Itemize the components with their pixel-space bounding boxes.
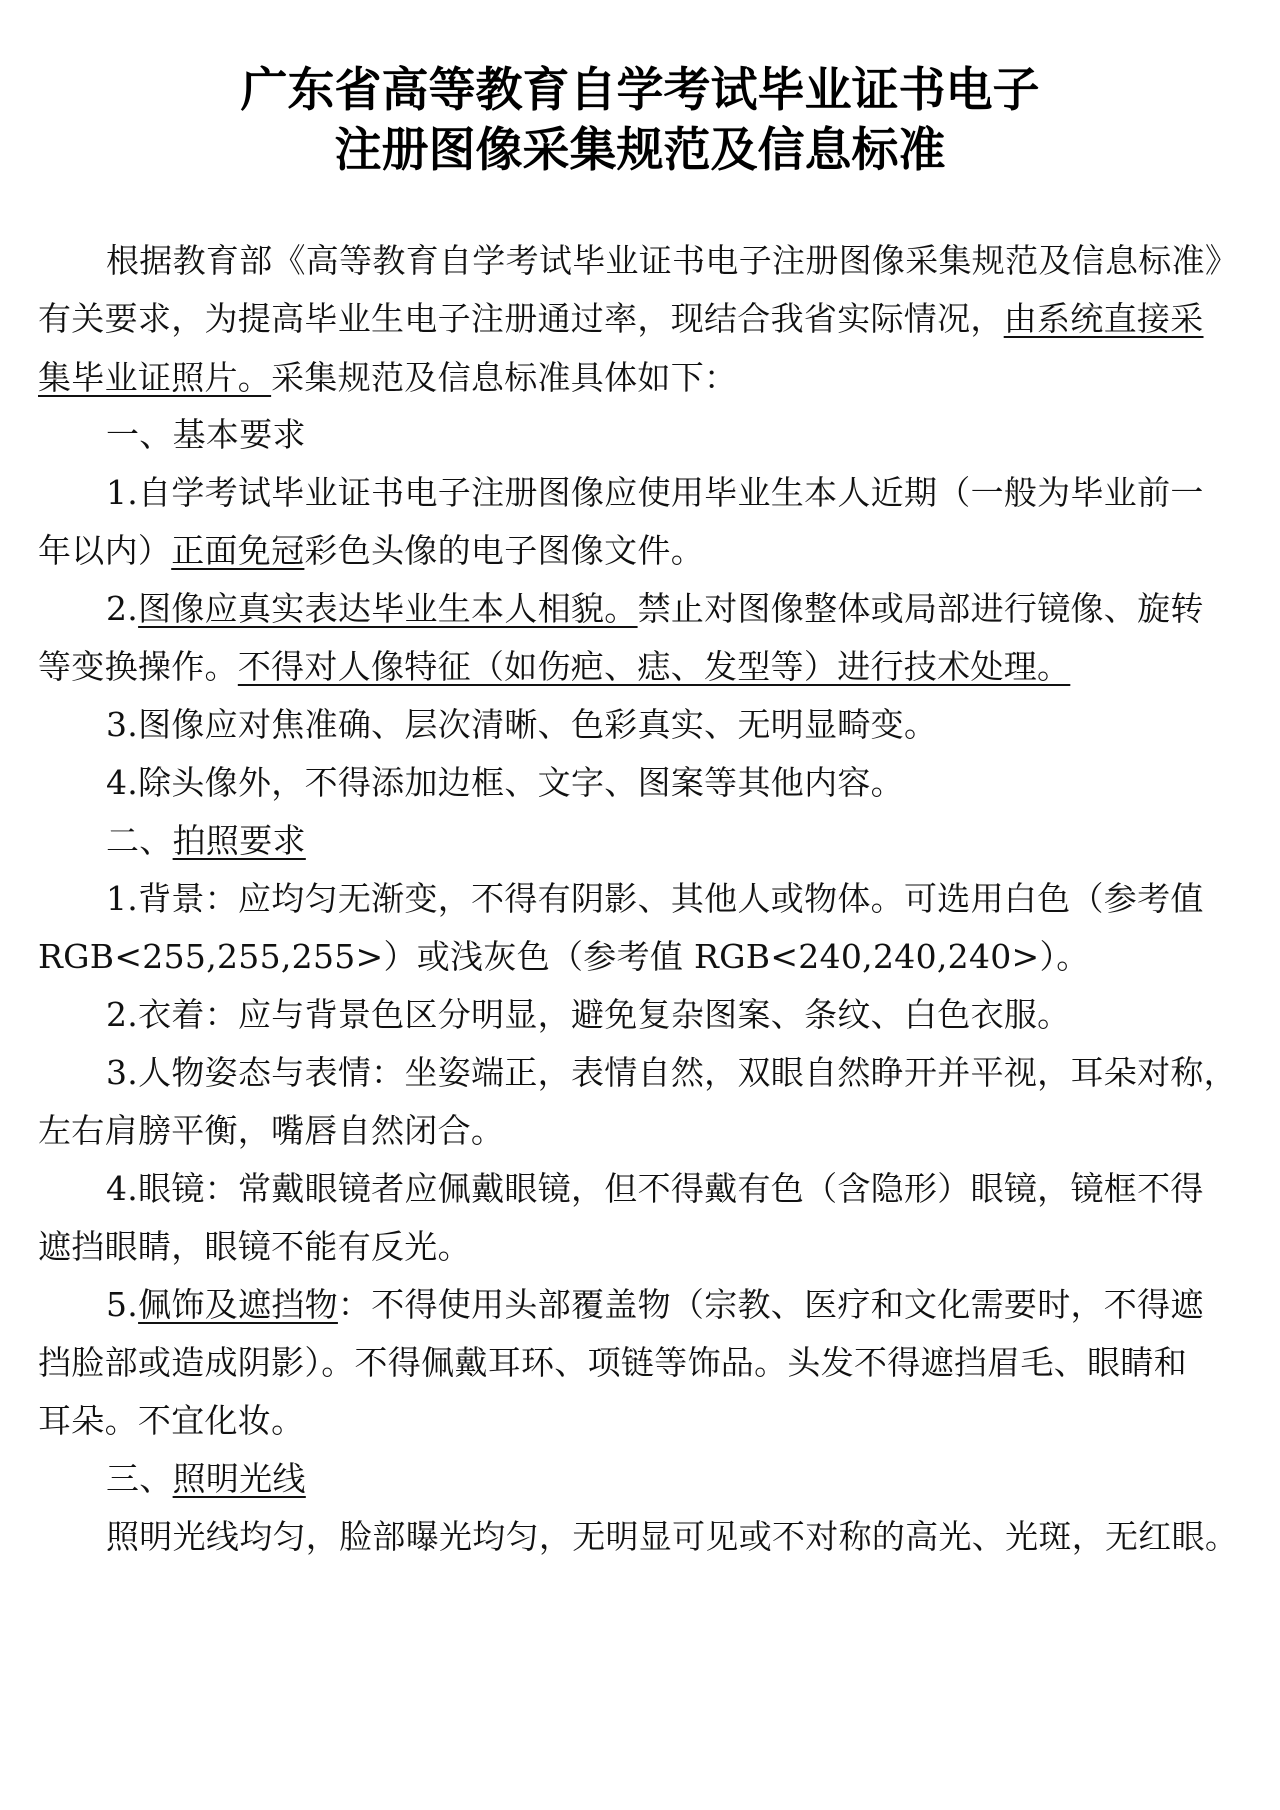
section-1-item-4: 4.除头像外，不得添加边框、文字、图案等其他内容。	[106, 763, 904, 802]
section-1-item-2-line-1	[106, 586, 1248, 632]
item-text: 年以内）	[38, 531, 172, 570]
intro-line-1: 根据教育部《高等教育自学考试毕业证书电子注册图像采集规范及信息标准》	[106, 241, 1239, 280]
item-emphasis: 佩饰及遮挡物	[138, 1285, 338, 1324]
section-2-heading	[106, 818, 1248, 864]
heading-number: 二、	[106, 821, 173, 860]
section-1-item-3: 3.图像应对焦准确、层次清晰、色彩真实、无明显畸变。	[106, 705, 938, 744]
section-3-body: 照明光线均匀，脸部曝光均匀，无明显可见或不对称的高光、光斑，无红眼。	[106, 1517, 1239, 1556]
section-2-item-2: 2.衣着：应与背景色区分明显，避免复杂图案、条纹、白色衣服。	[106, 995, 1071, 1034]
intro-text: 有关要求，为提高毕业生电子注册通过率，现结合我省实际情况，	[38, 299, 1004, 338]
section-1-item-1-line-2	[38, 528, 1248, 574]
intro-text-cont: 采集规范及信息标准具体如下：	[271, 358, 738, 397]
section-2-item-5-line-2: 挡脸部或造成阴影）。不得佩戴耳环、项链等饰品。头发不得遮挡眉毛、眼睛和	[38, 1343, 1187, 1382]
item-text: 彩色头像的电子图像文件。	[304, 531, 705, 570]
intro-emphasis-cont: 集毕业证照片。	[38, 358, 272, 397]
intro-emphasis: 由系统直接采	[1003, 299, 1204, 338]
document-title-line-2: 注册图像采集规范及信息标准	[334, 123, 946, 178]
section-2-item-4-line-1: 4.眼镜：常戴眼镜者应佩戴眼镜，但不得戴有色（含隐形）眼镜，镜框不得	[106, 1169, 1204, 1208]
item-number: 5.	[106, 1285, 139, 1324]
item-emphasis: 图像应真实表达毕业生本人相貌。	[138, 589, 638, 628]
section-2-item-3-line-2: 左右肩膀平衡，嘴唇自然闭合。	[38, 1111, 505, 1150]
section-3-heading	[106, 1456, 1248, 1502]
section-1-item-2-line-2	[38, 644, 1248, 690]
item-text: 等变换操作。	[38, 647, 238, 686]
intro-line-2	[38, 296, 1248, 342]
heading-number: 三、	[106, 1459, 173, 1498]
item-text: ：不得使用头部覆盖物（宗教、医疗和文化需要时，不得遮	[337, 1285, 1204, 1324]
section-1-heading: 一、基本要求	[106, 415, 306, 454]
section-2-item-3-line-1: 3.人物姿态与表情：坐姿端正，表情自然，双眼自然睁开并平视，耳朵对称，	[106, 1053, 1237, 1092]
item-emphasis: 不得对人像特征（如伤疤、痣、发型等）进行技术处理。	[237, 647, 1071, 686]
section-2-item-1-line-1: 1.背景：应均匀无渐变，不得有阴影、其他人或物体。可选用白色（参考值	[106, 879, 1204, 918]
heading-text: 拍照要求	[172, 821, 306, 860]
intro-line-3	[38, 355, 1248, 401]
item-number: 2.	[106, 589, 139, 628]
section-2-item-1-line-2: RGB<255,255,255>）或浅灰色（参考值 RGB<240,240,240>）。	[38, 937, 1090, 976]
document-title-line-1: 广东省高等教育自学考试毕业证书电子	[240, 63, 1040, 118]
section-1-item-1-line-1: 1.自学考试毕业证书电子注册图像应使用毕业生本人近期（一般为毕业前一	[106, 473, 1204, 512]
item-text: 禁止对图像整体或局部进行镜像、旋转	[637, 589, 1204, 628]
item-emphasis: 正面免冠	[171, 531, 305, 570]
section-2-item-5-line-3: 耳朵。不宜化妆。	[38, 1401, 305, 1440]
section-2-item-5-line-1	[106, 1282, 1248, 1328]
heading-text: 照明光线	[172, 1459, 306, 1498]
section-2-item-4-line-2: 遮挡眼睛，眼镜不能有反光。	[38, 1227, 471, 1266]
